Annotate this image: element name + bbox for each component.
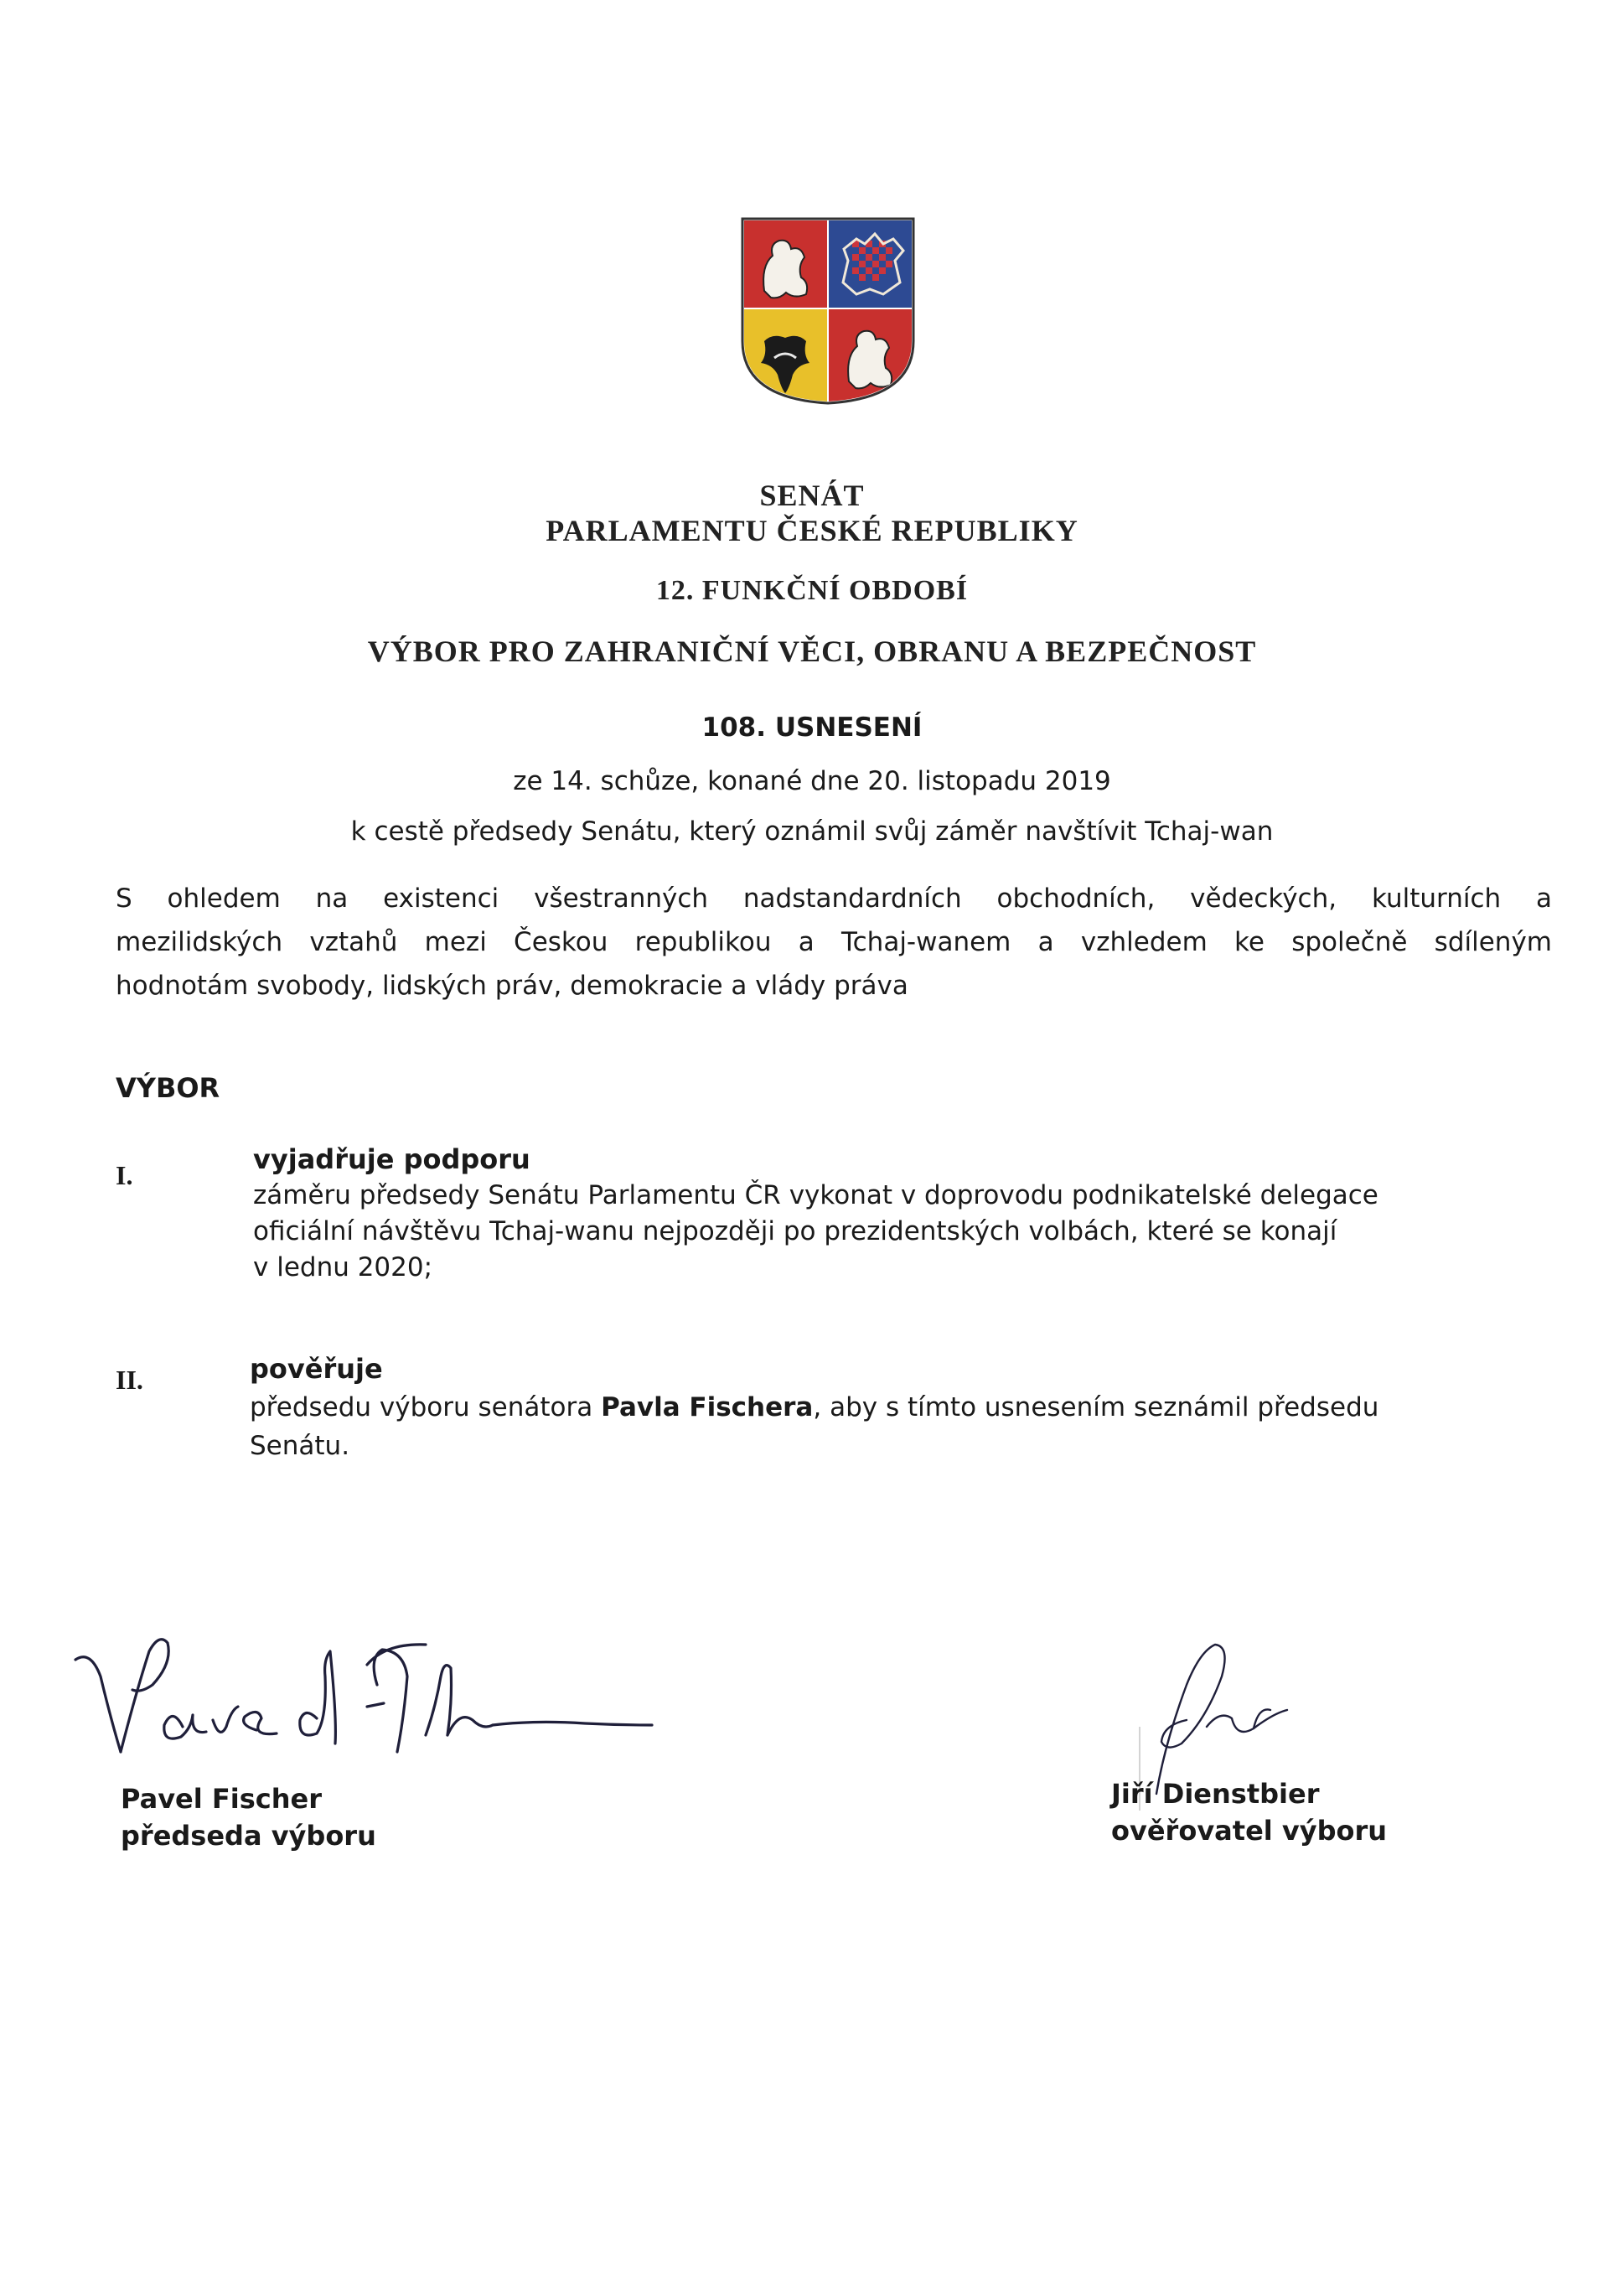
right-signatory-role: ověřovatel výboru <box>1111 1815 1388 1847</box>
item-line: Senátu. <box>250 1431 350 1461</box>
parliament-heading: PARLAMENTU ČESKÉ REPUBLIKY <box>546 514 1078 547</box>
committee-heading: VÝBOR PRO ZAHRANIČNÍ VĚCI, OBRANU A BEZPEČNOST <box>367 635 1257 668</box>
item-numeral: II. <box>116 1365 143 1395</box>
resolution-number: 108. USNESENÍ <box>701 712 923 743</box>
preamble-line: hodnotám svobody, lidských práv, demokracie a vlády práva <box>116 971 908 1001</box>
item-verb: vyjadřuje podporu <box>253 1143 530 1175</box>
preamble-line: S ohledem na existenci všestranných nadstandardních obchodních, vědeckých, kulturních a <box>116 883 1552 914</box>
right-signatory-name: Jiří Dienstbier <box>1111 1778 1320 1810</box>
preamble <box>116 877 1552 1008</box>
signature-fischer-icon <box>65 1626 669 1769</box>
left-signatory-name: Pavel Fischer <box>121 1783 322 1815</box>
item-i-content <box>253 1142 1560 1286</box>
item-text: , aby s tímto usnesením seznámil předsedu <box>813 1392 1379 1422</box>
term-heading: 12. FUNKČNÍ OBDOBÍ <box>655 575 969 606</box>
session-info: ze 14. schůze, konané dne 20. listopadu 2019 <box>513 766 1111 796</box>
item-verb: pověřuje <box>250 1353 383 1385</box>
item-line: záměru předsedy Senátu Parlamentu ČR vykonat v doprovodu podnikatelské delegace <box>253 1180 1378 1210</box>
item-text: předsedu výboru senátora <box>250 1392 602 1422</box>
left-signatory-role: předseda výboru <box>121 1820 376 1852</box>
coat-of-arms-icon <box>739 215 917 407</box>
item-line <box>250 1388 1557 1427</box>
committee-label: VÝBOR <box>116 1072 220 1104</box>
resolution-subject: k cestě předsedy Senátu, který oznámil svůj záměr navštívit Tchaj-wan <box>350 816 1274 847</box>
item-line: v lednu 2020; <box>253 1252 433 1282</box>
senate-heading: SENÁT <box>759 479 865 512</box>
item-numeral: I. <box>116 1160 133 1190</box>
senator-name: Pavla Fischera <box>601 1392 814 1422</box>
item-line: oficiální návštěvu Tchaj-wanu nejpozději po prezidentských volbách, které se konají <box>253 1216 1337 1246</box>
item-ii-content <box>250 1350 1557 1465</box>
preamble-line: mezilidských vztahů mezi Českou republikou a Tchaj-wanem a vzhledem ke společně sdíleným <box>116 927 1552 957</box>
